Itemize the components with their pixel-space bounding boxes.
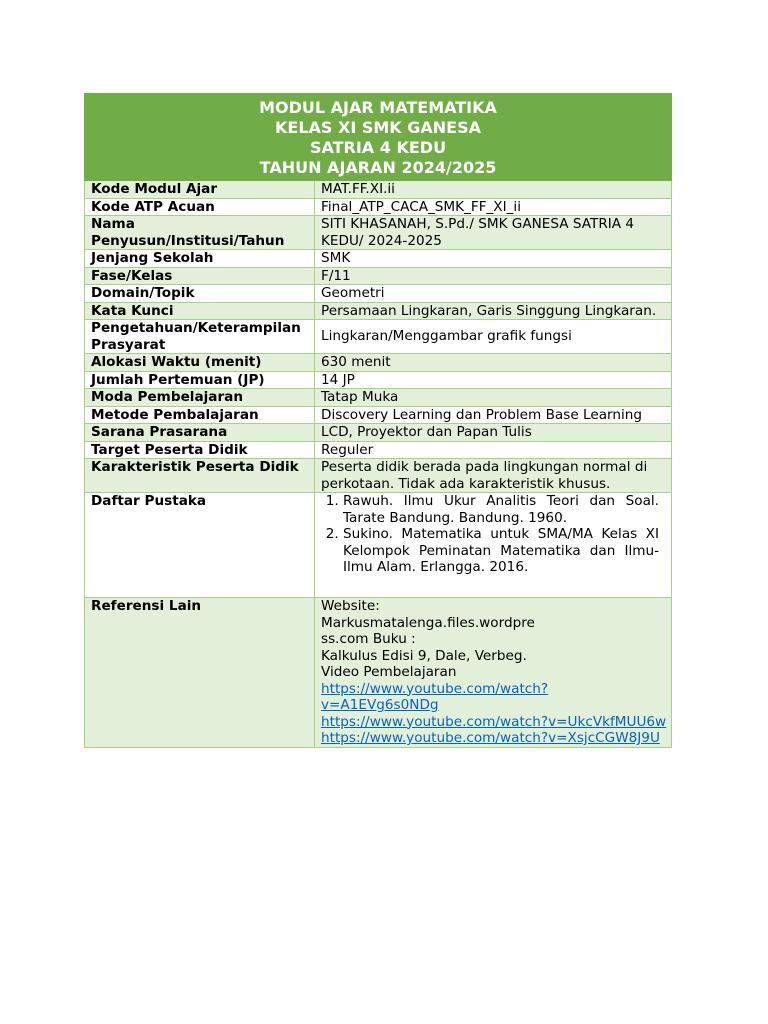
table-header-row [85,94,672,181]
table-row [85,406,672,424]
row-label: Fase/Kelas [85,267,315,285]
row-label: Moda Pembelajaran [85,389,315,407]
row-label: Daftar Pustaka [85,493,315,598]
list-item: 2. Sukino. Matematika untuk SMA/MA Kelas XI Kelompok Peminatan Matematika dan Ilmu-Ilmu Alam. Erlangga. 2016. [343,526,665,576]
row-value: 630 menit [315,354,672,372]
youtube-link[interactable]: https://www.youtube.com/watch?v=XsjcCGW8J9U [321,730,660,746]
row-value: SITI KHASANAH, S.Pd./ SMK GANESA SATRIA 4 KEDU/ 2024-2025 [315,216,672,250]
table-row [85,267,672,285]
title-line: KELAS XI SMK GANESA [275,117,482,137]
table-row [85,250,672,268]
table-row [85,285,672,303]
table-row [85,441,672,459]
row-label: Kata Kunci [85,302,315,320]
row-label: Karakteristik Peserta Didik [85,459,315,493]
row-label: Kode Modul Ajar [85,181,315,199]
table-row [85,424,672,442]
table-row [85,354,672,372]
reference-text: Markusmatalenga.files.wordpre [321,614,535,631]
row-label: Kode ATP Acuan [85,198,315,216]
title-line: MODUL AJAR MATEMATIKA [259,97,497,117]
row-value: SMK [315,250,672,268]
table-row [85,181,672,199]
table-row [85,302,672,320]
row-value: Discovery Learning dan Problem Base Learning [315,406,672,424]
table-row [85,389,672,407]
row-label: Sarana Prasarana [85,424,315,442]
row-label: Alokasi Waktu (menit) [85,354,315,372]
daftar-pustaka-row [85,493,672,598]
table-row [85,320,672,354]
title-line: SATRIA 4 KEDU [309,137,447,157]
row-label: Pengetahuan/Keterampilan Prasyarat [85,320,315,354]
row-value: 14 JP [315,371,672,389]
reference-text: Video Pembelajaran [321,664,457,680]
reference-text: ss.com Buku : [321,631,416,647]
row-label: Referensi Lain [85,598,315,748]
references-cell [315,598,672,748]
title-line: TAHUN AJARAN 2024/2025 [259,157,497,177]
document-title [85,94,672,181]
row-value: Final_ATP_CACA_SMK_FF_XI_ii [315,198,672,216]
row-label: Jumlah Pertemuan (JP) [85,371,315,389]
youtube-link[interactable]: https://www.youtube.com/watch? [321,680,549,697]
row-value: Lingkaran/Menggambar grafik fungsi [315,320,672,354]
row-value: Geometri [315,285,672,303]
youtube-link[interactable]: v=A1EVg6s0NDg [321,697,439,713]
referensi-lain-row [85,598,672,748]
row-label: Target Peserta Didik [85,441,315,459]
table-row [85,459,672,493]
table-row [85,198,672,216]
row-label: Nama Penyusun/Institusi/Tahun [85,216,315,250]
row-label: Jenjang Sekolah [85,250,315,268]
row-label: Domain/Topik [85,285,315,303]
row-value: F/11 [315,267,672,285]
bibliography-cell [315,493,672,598]
bibliography-list [321,493,665,576]
row-value: Tatap Muka [315,389,672,407]
row-label: Metode Pembalajaran [85,406,315,424]
row-value: Peserta didik berada pada lingkungan normal di perkotaan. Tidak ada karakteristik khusus. [315,459,672,493]
list-item: 1. Rawuh. Ilmu Ukur Analitis Teori dan Soal. Tarate Bandung. Bandung. 1960. [343,493,665,526]
row-value: LCD, Proyektor dan Papan Tulis [315,424,672,442]
table-row [85,371,672,389]
youtube-link[interactable]: https://www.youtube.com/watch?v=UkcVkfMUU6w [321,713,667,730]
reference-text: Website: [321,598,380,614]
row-value: Reguler [315,441,672,459]
row-value: MAT.FF.XI.ii [315,181,672,199]
reference-text: Kalkulus Edisi 9, Dale, Verbeg. [321,647,527,664]
row-value: Persamaan Lingkaran, Garis Singgung Lingkaran. [315,302,672,320]
table-row [85,216,672,250]
module-info-table [84,93,672,748]
